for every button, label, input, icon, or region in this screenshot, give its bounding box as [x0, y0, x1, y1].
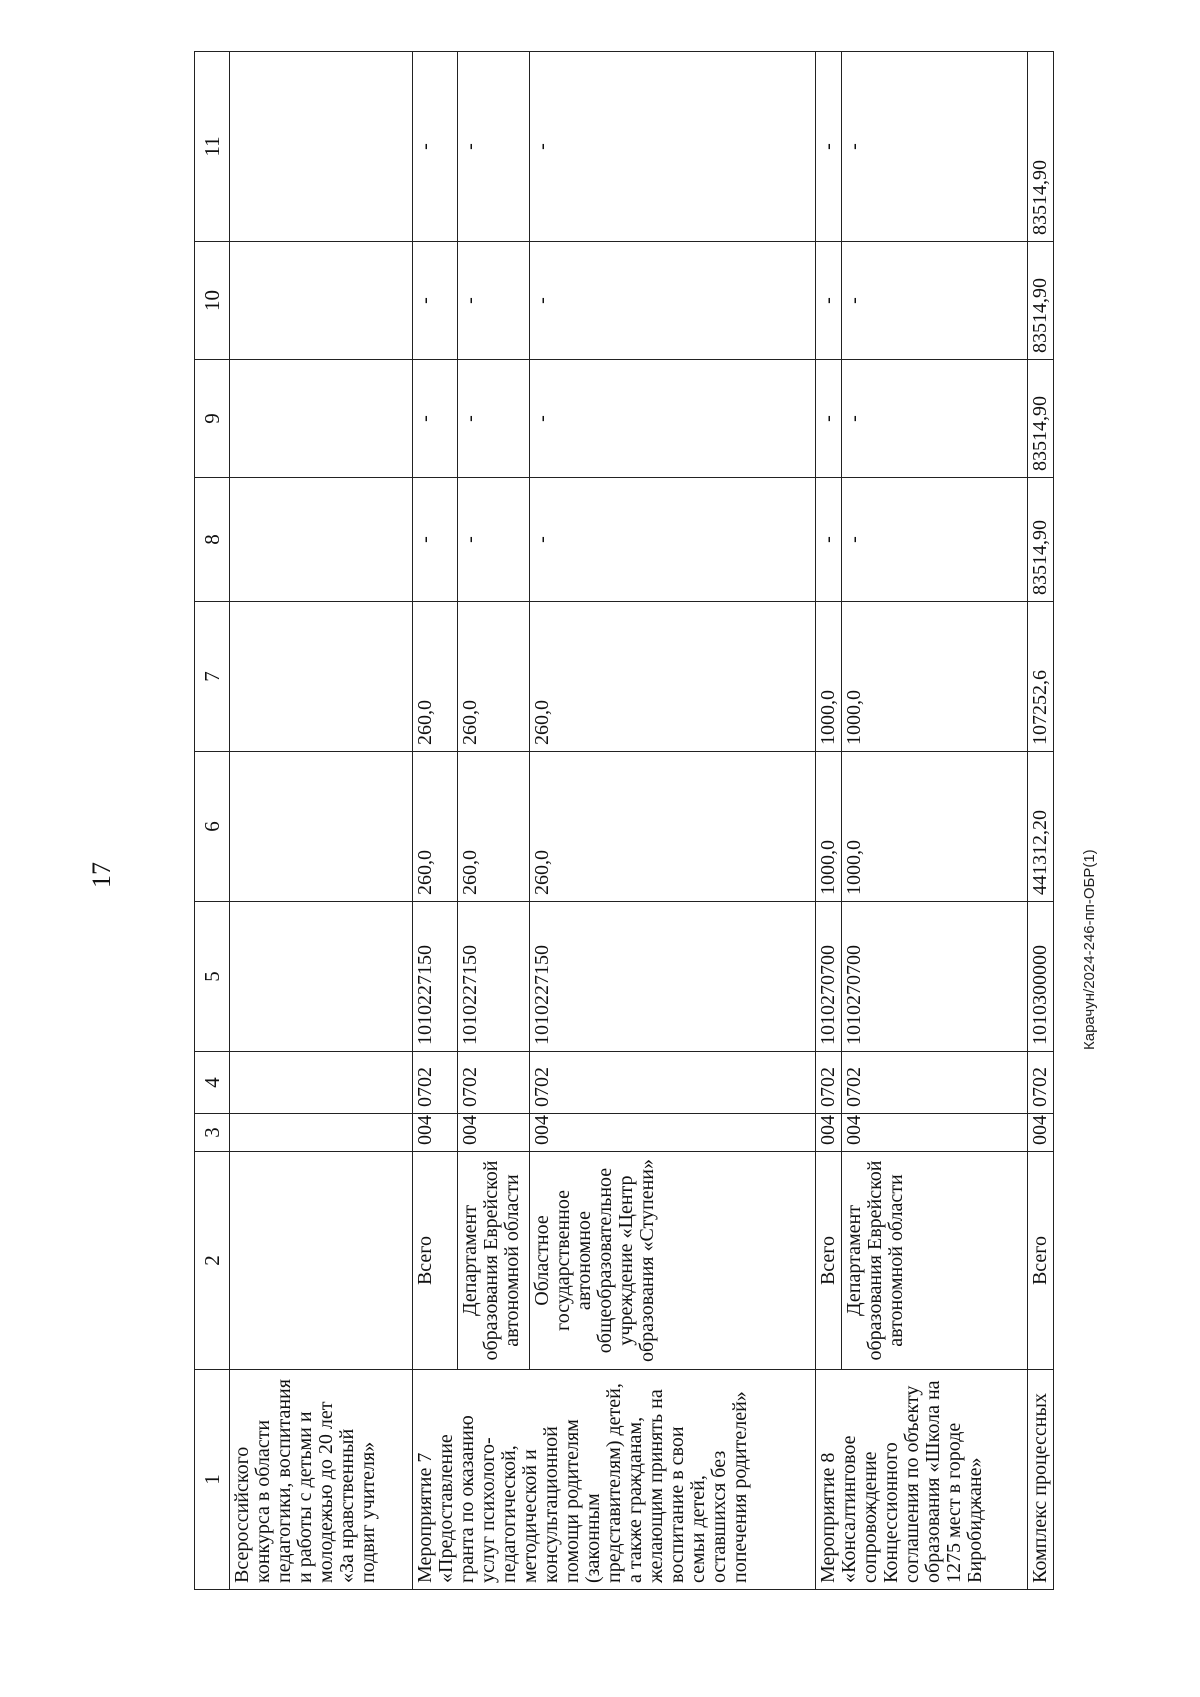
document-reference-note: Карачун/2024-246-пп-ОБР(1) — [1081, 849, 1098, 1050]
grbs-cell: 004 — [457, 1114, 530, 1152]
header-cell: 6 — [195, 752, 230, 902]
value-cell: 260,0 — [530, 602, 816, 752]
budget-table — [194, 51, 1054, 1590]
value-cell: 83514,90 — [1027, 52, 1053, 242]
csr-cell: 1010270700 — [842, 902, 1027, 1052]
event-name-cell: Всероссийского конкурса в области педагогики, воспитания и работы с детьми и молодежью до 20 лет «За нравственный подвиг учителя» — [230, 1370, 413, 1590]
table-row — [457, 52, 530, 1590]
value-cell: - — [842, 478, 1027, 602]
value-cell: 83514,90 — [1027, 478, 1053, 602]
executor-cell: Департамент образования Еврейской автономной области — [457, 1152, 530, 1370]
header-cell: 1 — [195, 1370, 230, 1590]
value-cell — [230, 752, 413, 902]
header-cell: 5 — [195, 902, 230, 1052]
value-cell: - — [842, 360, 1027, 478]
value-cell: - — [413, 360, 457, 478]
page-number: 17 — [87, 862, 116, 888]
header-cell: 3 — [195, 1114, 230, 1152]
csr-cell: 1010270700 — [816, 902, 842, 1052]
header-cell: 10 — [195, 242, 230, 360]
rotated-table-frame — [194, 52, 1054, 1590]
csr-cell: 1010227150 — [413, 902, 457, 1052]
value-cell: 1000,0 — [816, 602, 842, 752]
value-cell: - — [413, 478, 457, 602]
section-cell: 0702 — [842, 1052, 1027, 1114]
event-name-cell: Мероприятие 7 «Предоставление гранта по оказанию услуг психолого-педагогической, методической и консультационной помощи родителям (законным представителям) детей, а также гражданам, желающим принять на воспитание в свои семьи детей, оставшихся без попечения родителей» — [413, 1370, 816, 1590]
table-row — [413, 52, 457, 1590]
executor-cell: Всего — [1027, 1152, 1053, 1370]
value-cell: - — [457, 52, 530, 242]
value-cell: 1000,0 — [842, 602, 1027, 752]
executor-cell — [230, 1152, 413, 1370]
header-cell: 4 — [195, 1052, 230, 1114]
value-cell: 260,0 — [530, 752, 816, 902]
section-cell: 0702 — [413, 1052, 457, 1114]
grbs-cell: 004 — [1027, 1114, 1053, 1152]
value-cell: - — [842, 52, 1027, 242]
table-container — [194, 52, 1054, 1590]
value-cell: 260,0 — [457, 602, 530, 752]
value-cell: - — [530, 478, 816, 602]
event-name-cell: Мероприятие 8 «Консалтинговое сопровождение Концессионного соглашения по объекту образования «Школа на 1275 мест в городе Биробиджане» — [816, 1370, 1028, 1590]
value-cell: - — [530, 360, 816, 478]
csr-cell: 1010227150 — [457, 902, 530, 1052]
grbs-cell: 004 — [413, 1114, 457, 1152]
value-cell — [230, 52, 413, 242]
value-cell: 260,0 — [457, 752, 530, 902]
value-cell: - — [816, 242, 842, 360]
header-cell: 7 — [195, 602, 230, 752]
value-cell: - — [457, 360, 530, 478]
section-cell: 0702 — [816, 1052, 842, 1114]
value-cell: - — [413, 242, 457, 360]
csr-cell: 1010300000 — [1027, 902, 1053, 1052]
value-cell: - — [842, 242, 1027, 360]
section-cell: 0702 — [530, 1052, 816, 1114]
section-cell: 0702 — [457, 1052, 530, 1114]
value-cell: - — [413, 52, 457, 242]
value-cell — [230, 478, 413, 602]
header-cell: 2 — [195, 1152, 230, 1370]
value-cell: 1000,0 — [816, 752, 842, 902]
value-cell: 83514,90 — [1027, 360, 1053, 478]
value-cell: 260,0 — [413, 752, 457, 902]
value-cell: 83514,90 — [1027, 242, 1053, 360]
grbs-cell: 004 — [842, 1114, 1027, 1152]
header-cell: 11 — [195, 52, 230, 242]
value-cell: 441312,20 — [1027, 752, 1053, 902]
value-cell: - — [530, 52, 816, 242]
grbs-cell — [230, 1114, 413, 1152]
value-cell — [230, 602, 413, 752]
header-cell: 9 — [195, 360, 230, 478]
header-cell: 8 — [195, 478, 230, 602]
section-cell: 0702 — [1027, 1052, 1053, 1114]
value-cell: 1000,0 — [842, 752, 1027, 902]
table-row — [842, 52, 1027, 1590]
value-cell: 107252,6 — [1027, 602, 1053, 752]
value-cell: - — [530, 242, 816, 360]
table-row — [1027, 52, 1053, 1590]
value-cell: - — [457, 478, 530, 602]
value-cell: - — [816, 52, 842, 242]
value-cell — [230, 360, 413, 478]
value-cell: - — [816, 360, 842, 478]
value-cell — [230, 242, 413, 360]
table-row — [530, 52, 816, 1590]
value-cell: - — [816, 478, 842, 602]
executor-cell: Всего — [816, 1152, 842, 1370]
value-cell: - — [457, 242, 530, 360]
grbs-cell: 004 — [530, 1114, 816, 1152]
csr-cell: 1010227150 — [530, 902, 816, 1052]
header-row — [195, 52, 230, 1590]
value-cell: 260,0 — [413, 602, 457, 752]
csr-cell — [230, 902, 413, 1052]
executor-cell: Областное государственное автономное общеобразовательное учреждение «Центр образования «Ступени» — [530, 1152, 816, 1370]
table-row — [816, 52, 842, 1590]
table-row — [230, 52, 413, 1590]
executor-cell: Департамент образования Еврейской автономной области — [842, 1152, 1027, 1370]
grbs-cell: 004 — [816, 1114, 842, 1152]
event-name-cell: Комплекс процессных — [1027, 1370, 1053, 1590]
executor-cell: Всего — [413, 1152, 457, 1370]
section-cell — [230, 1052, 413, 1114]
